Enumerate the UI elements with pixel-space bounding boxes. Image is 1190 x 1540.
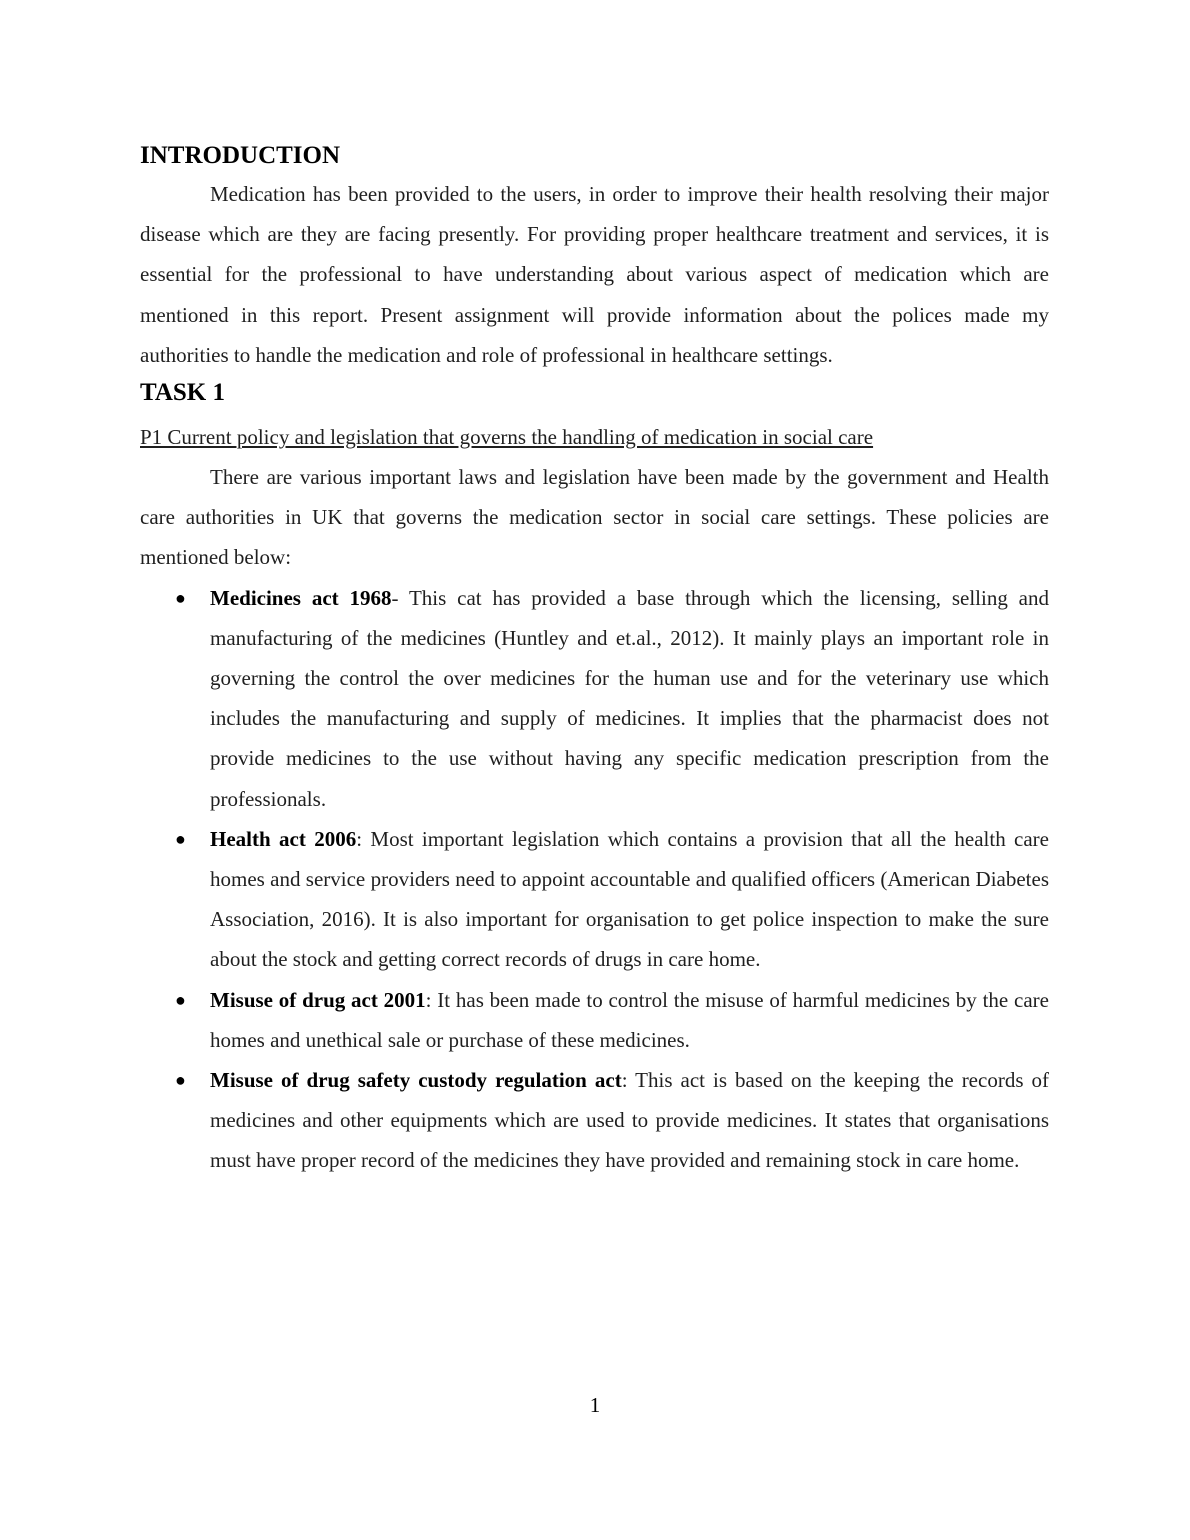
bullet-icon: ● [175,1070,186,1091]
list-item-text: : Most important legislation which contains a provision that all the health care homes and service providers need to appoint accountable and qualified officers (American Diabetes Association, 2016). It is also important for organisation to get police inspection to make the sure about the stock and getting correct records of drugs in care home. [210,826,1050,972]
list-item-text: : This act is based on the keeping the records of medicines and other equipments which are used to provide medicines. It states that organisations must have proper record of the medicines they have provided and remaining stock in care home. [210,1068,1050,1173]
list-item [140,980,1049,1060]
task1-heading: TASK 1 [140,379,225,407]
introduction-paragraph: Medication has been provided to the users, in order to improve their health resolving their major disease which are they are facing presently. For providing proper healthcare treatment and services, it is essential for the professional to have understanding about various aspect of medication which are mentioned in this report. Present assignment will provide information about the polices made my authorities to handle the medication and role of professional in healthcare settings. [140,182,1049,367]
list-item-text: : It has been made to control the misuse of harmful medicines by the care homes and unethical sale or purchase of these medicines. [210,987,1049,1052]
introduction-heading: INTRODUCTION [140,142,341,169]
task1-paragraph: There are various important laws and legislation have been made by the government and Health care authorities in UK that governs the medication sector in social care settings. These policies are mentioned below: [140,465,1049,570]
document-page [140,138,1049,1181]
list-item [140,578,1049,819]
list-item-text: - This cat has provided a base through which the licensing, selling and manufacturing of the medicines (Huntley and et.al., 2012). It mainly plays an important role in governing the control the over medicines for the human use and for the veterinary use which includes the manufacturing and supply of medicines. It implies that the pharmacist does not provide medicines to the use without having any specific medication prescription from the professionals. [210,585,1049,811]
legislation-list [140,578,1049,1181]
bullet-icon: ● [175,587,186,608]
bullet-icon: ● [175,989,186,1010]
task1-subheading: P1 Current policy and legislation that governs the handling of medication in social care [140,425,874,450]
bullet-icon: ● [175,828,186,849]
list-item-title: Misuse of drug safety custody regulation act [210,1068,622,1093]
list-item [140,1060,1049,1181]
list-item-title: Medicines act 1968 [210,585,392,610]
list-item-title: Health act 2006 [210,826,357,851]
page-number: 1 [589,1393,601,1417]
list-item-title: Misuse of drug act 2001 [210,987,426,1012]
list-item [140,819,1049,980]
